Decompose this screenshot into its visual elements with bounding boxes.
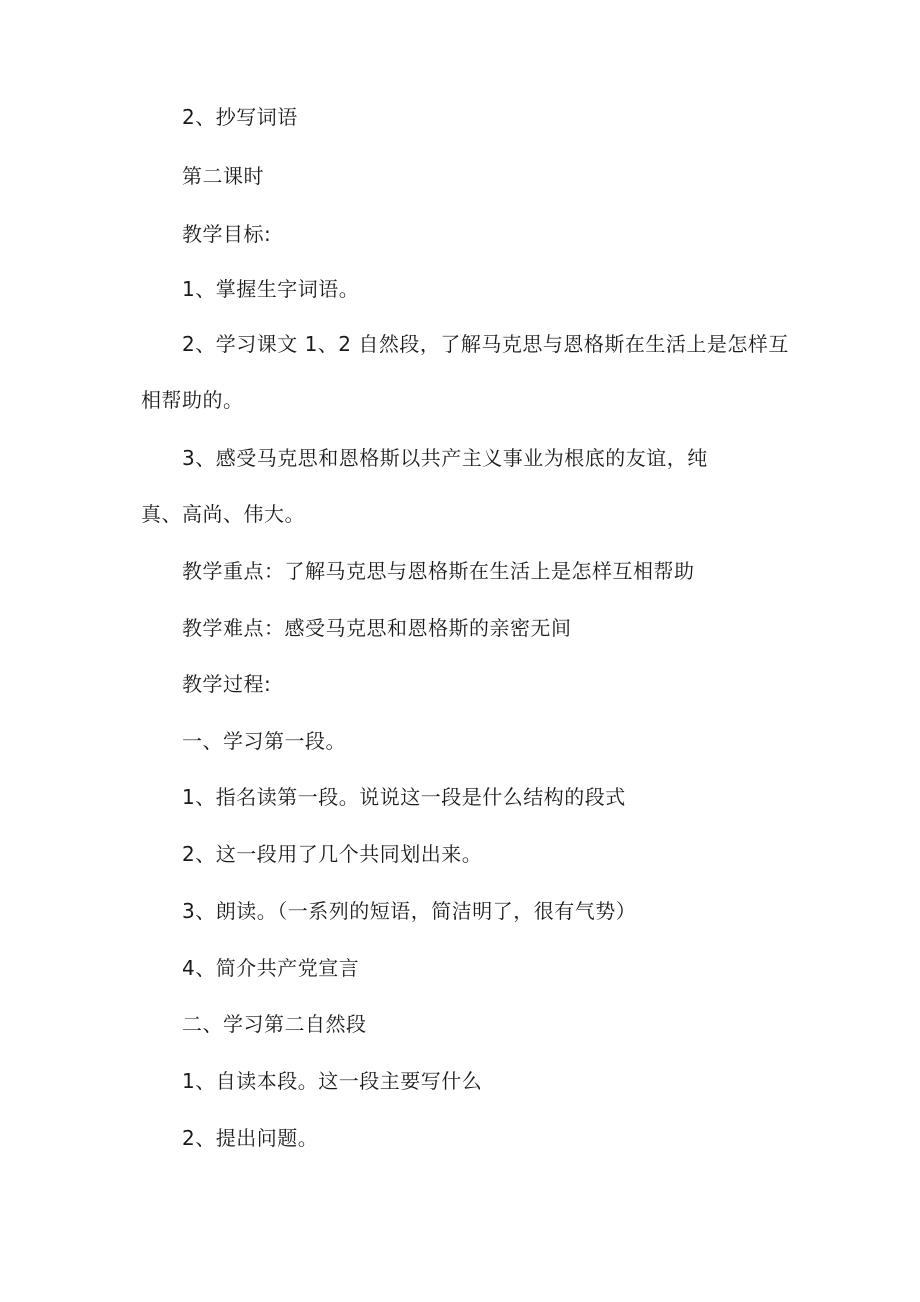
section-heading: 第二课时 xyxy=(182,164,264,188)
text-line: 1、指名读第一段。说说这一段是什么结构的段式 xyxy=(182,785,626,809)
text-line: 3、朗读。（一系列的短语，简洁明了，很有气势） xyxy=(182,899,637,923)
text-line: 1、自读本段。这一段主要写什么 xyxy=(182,1069,483,1093)
text-line: 2、学习课文 1、2 自然段，了解马克思与恩格斯在生活上是怎样互 xyxy=(182,332,789,356)
text-line: 2、提出问题。 xyxy=(182,1126,319,1150)
text-line: 4、简介共产党宣言 xyxy=(182,956,360,980)
text-line: 2、这一段用了几个共同划出来。 xyxy=(182,842,483,866)
text-line: 2、抄写词语 xyxy=(182,105,298,129)
text-line: 教学重点：了解马克思与恩格斯在生活上是怎样互相帮助 xyxy=(182,559,695,583)
text-line: 教学难点：感受马克思和恩格斯的亲密无间 xyxy=(182,616,572,640)
text-line: 二、学习第二自然段 xyxy=(182,1012,367,1036)
text-line: 相帮助的。 xyxy=(141,388,244,412)
text-line: 教学过程: xyxy=(182,672,272,696)
text-line: 3、感受马克思和恩格斯以共产主义事业为根底的友谊，纯 xyxy=(182,446,708,470)
text-line: 一、学习第一段。 xyxy=(182,729,346,753)
text-line: 教学目标: xyxy=(182,222,272,246)
text-line: 1、掌握生字词语。 xyxy=(182,277,360,301)
text-line: 真、高尚、伟大。 xyxy=(141,502,305,526)
